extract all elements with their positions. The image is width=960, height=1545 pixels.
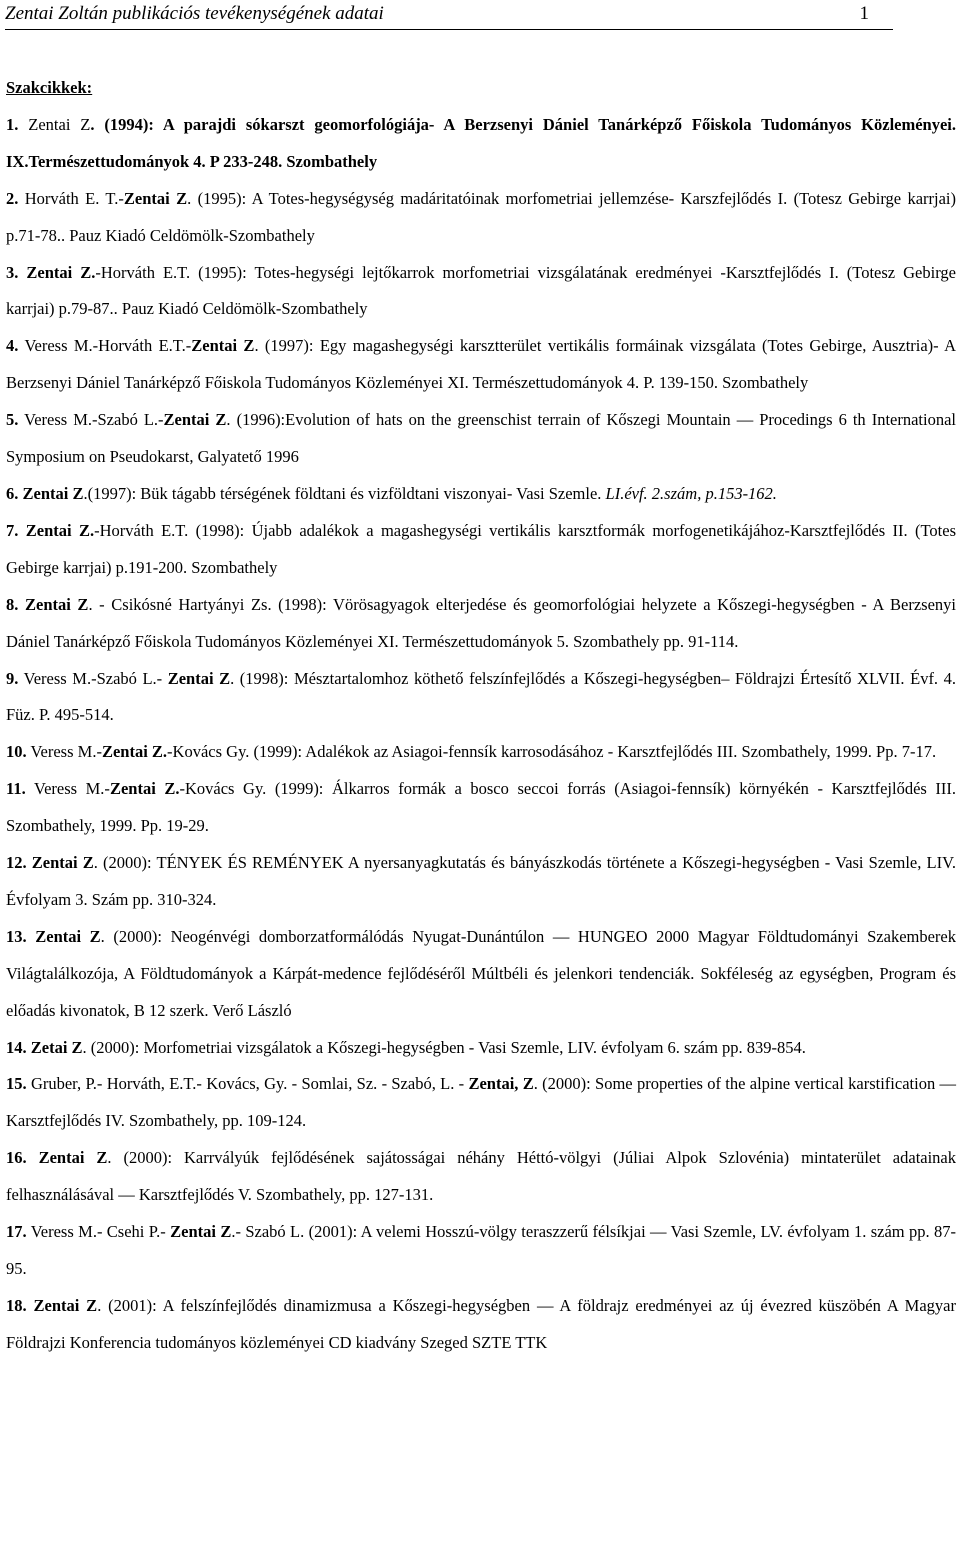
entry-author-highlight: Zentai Z. [25, 520, 95, 540]
entry-number: 11. [6, 779, 26, 799]
entry-author-highlight: Zentai Z [24, 594, 89, 614]
entry-details: -Kovács Gy. (1999): Álkarros formák a bosco seccoi forrás (Asiagoi-fennsík) környékén - Karsztfejlődés III. Szombathely, 1999. Pp. 19-29. [6, 779, 956, 836]
entry-details: . (2000): TÉNYEK ÉS REMÉNYEK A nyersanyagkutatás és bányászkodás története a Kőszegi-hegységben - Vasi Szemle, LIV. Évfolyam 3. Szám pp. 310-324. [6, 853, 957, 909]
entry-number: 15. [6, 1074, 27, 1094]
page-number: 1 [859, 3, 869, 24]
document-title: Zentai Zoltán publikációs tevékenységének adatai [5, 3, 384, 24]
entry-author-highlight: Zentai Z [163, 410, 227, 430]
publication-entry [6, 255, 956, 329]
entry-details: . (2001): A felszínfejlődés dinamizmusa a Kőszegi-hegységben — A földrajz eredményei az új évezred küszöbén A Magyar Földrajzi Konferencia tudományos közleményei CD kiadvány Szeged SZTE TTK [6, 1295, 956, 1352]
entry-number: 5. [6, 410, 19, 430]
publication-entry [6, 1140, 956, 1214]
publication-entry [6, 181, 956, 255]
entry-author-highlight: Zentai Z [38, 1148, 108, 1168]
entry-author-highlight: Zentai Z [123, 188, 188, 208]
entry-details: . (2000): Karrvályúk fejlődésének sajátosságai néhány Héttó-völgyi (Júliai Alpok Szlovénia) mintaterület adatainak felhasználásával — Karsztfejlődés V. Szombathely, pp. 127-131. [6, 1148, 957, 1205]
publication-entry [6, 476, 956, 513]
entry-author-highlight: Zentai Z [191, 336, 255, 356]
entry-authors: Horváth E. T.- [24, 188, 124, 208]
entry-number: 13. [6, 926, 27, 946]
publication-entry [6, 1030, 956, 1067]
entry-author-highlight: Zentai Z. [109, 779, 180, 799]
entry-number: 9. [6, 668, 19, 688]
entry-number: 12. [6, 853, 27, 873]
entry-author-highlight: Zentai Z [167, 668, 231, 688]
entry-number: 16. [6, 1148, 27, 1168]
entry-author-highlight: Zentai Z [35, 926, 101, 946]
entry-number: 4. [6, 336, 19, 356]
entries-container [6, 107, 956, 1362]
page-header [5, 3, 893, 30]
publication-entry [6, 919, 956, 1030]
entry-authors: Gruber, P.- Horváth, E.T.- Kovács, Gy. - Somlai, Sz. - Szabó, L. - [30, 1074, 469, 1094]
entry-details: .- Szabó L. (2001): A velemi Hosszú-völgy teraszzerű félsíkjai — Vasi Szemle, LV. évfolyam 1. szám pp. 87-95. [6, 1222, 957, 1278]
entry-authors: Veress M.- [34, 779, 110, 799]
entry-authors: Veress M.- [30, 742, 102, 762]
entry-author-highlight: Zetai Z [30, 1037, 83, 1057]
entry-author-highlight: Zentai Z [33, 1295, 98, 1315]
publication-entry [6, 107, 956, 181]
publication-entry [6, 771, 956, 845]
entry-author-highlight: Zentai Z. [26, 262, 96, 282]
publication-entry [6, 845, 956, 919]
entry-author-highlight: Zentai Z [31, 853, 94, 873]
entry-details: . (1998): Mésztartalomhoz köthető felszínfejlődés a Kőszegi-hegységben– Földrajzi Értesítő XLVII. Évf. 4. Füz. P. 495-514. [6, 668, 956, 725]
publication-entry [6, 661, 956, 735]
entry-number: 8. [6, 594, 19, 614]
entry-authors: Veress M.-Szabó L.- [24, 410, 164, 430]
entry-author-highlight: Zentai Z [22, 483, 84, 503]
entry-details: . (1996):Evolution of hats on the greenschist terrain of Kőszegi Mountain — Procedings 6 th International Symposium on Pseudokarst, Galyatető 1996 [6, 410, 957, 467]
entry-details: . (2000): Morfometriai vizsgálatok a Kőszegi-hegységben - Vasi Szemle, LIV. évfolyam 6. szám pp. 839-854. [82, 1037, 806, 1057]
entry-number: 3. [6, 262, 19, 282]
publication-entry [6, 1066, 956, 1140]
publication-entry [6, 328, 956, 402]
publication-entry [6, 1288, 956, 1362]
entry-details-italic: LI.évf. 2.szám, p.153-162. [605, 483, 777, 503]
entry-author-highlight: Zentai, Z [468, 1074, 534, 1094]
entry-number: 2. [6, 188, 19, 208]
entry-details: . (1997): Egy magashegységi karsztterület vertikális formáinak vizsgálata (Totes Gebirge, Ausztria)- A Berzsenyi Dániel Tanárképző Főiskola Tudományos Közleményei XI. Természettudományok 4. P. 139-150. Szombathely [6, 336, 957, 393]
entry-details: .(1997): Bük tágabb térségének földtani és vizföldtani viszonyai- Vasi Szemle. [83, 483, 606, 503]
entry-number: 10. [6, 742, 27, 762]
entry-author-highlight: . (1994): A parajdi sókarszt geomorfológiája- A Berzsenyi Dániel Tanárképző Főiskola Tudományos Közleményei. IX.Természettudományok 4. P 233-248. Szombathely [6, 114, 957, 171]
publication-entry [6, 734, 956, 771]
entry-number: 7. [6, 520, 19, 540]
entry-details: . (2000): Neogénvégi domborzatformálódás Nyugat-Dunántúlon — HUNGEO 2000 Magyar Földtudományi Szakemberek Világtalálkozója, A Földtudományok a Kárpát-medence fejlődéséről Múltbéli és jelenkori tendenciák. Sokféleség az egységben, Program és előadás kivonatok, B 12 szerk. Verő László [6, 926, 956, 1020]
entry-number: 18. [6, 1295, 27, 1315]
entry-details: . - Csikósné Hartyányi Zs. (1998): Vörösagyagok elterjedése és geomorfológiai helyzete a Kőszegi-hegységben - A Berzsenyi Dániel Tanárképző Főiskola Tudományos Közleményei XI. Természettudományok 5. Szombathely pp. 91-114. [6, 594, 957, 651]
entry-authors: Veress M.-Szabó L.- [23, 668, 168, 688]
entry-number: 14. [6, 1037, 27, 1057]
entry-details: . (1995): A Totes-hegységység madáritatóinak morfometriai jellemzése- Karszfejlődés I. (Totesz Gebirge karrjai) p.71-78.. Pauz Kiadó Celdömölk-Szombathely [6, 188, 957, 245]
entry-authors: Veress M.-Horváth E.T.- [24, 336, 192, 356]
publication-entry [6, 513, 956, 587]
publication-entry [6, 402, 956, 476]
entry-details: -Horváth E.T. (1998): Újabb adalékok a magashegységi vertikális karsztformák morfogenetikájához-Karsztfejlődés II. (Totes Gebirge karrjai) p.191-200. Szombathely [6, 520, 956, 577]
entry-number: 17. [6, 1222, 27, 1242]
entry-author-highlight: Zentai Z. [101, 742, 168, 762]
entry-number: 6. [6, 483, 19, 503]
entry-details: . (2000): Some properties of the alpine vertical karstification — Karsztfejlődés IV. Szombathely, pp. 109-124. [6, 1074, 957, 1131]
entry-details: -Horváth E.T. (1995): Totes-hegységi lejtőkarrok morfometriai vizsgálatának eredményei -Karsztfejlődés I. (Totesz Gebirge karrjai) p.79-87.. Pauz Kiadó Celdömölk-Szombathely [6, 262, 956, 319]
entry-authors: Veress M.- Csehi P.- [30, 1222, 171, 1242]
publication-list [6, 70, 956, 1362]
publication-entry [6, 1214, 956, 1288]
section-title: Szakcikkek: [6, 78, 93, 97]
entry-number: 1. [6, 114, 19, 134]
publication-entry [6, 587, 956, 661]
entry-authors: Zentai Z [28, 114, 91, 134]
entry-details: -Kovács Gy. (1999): Adalékok az Asiagoi-fennsík karrosodásához - Karsztfejlődés III. Szombathely, 1999. Pp. 7-17. [167, 742, 937, 762]
entry-author-highlight: Zentai Z [170, 1222, 232, 1242]
